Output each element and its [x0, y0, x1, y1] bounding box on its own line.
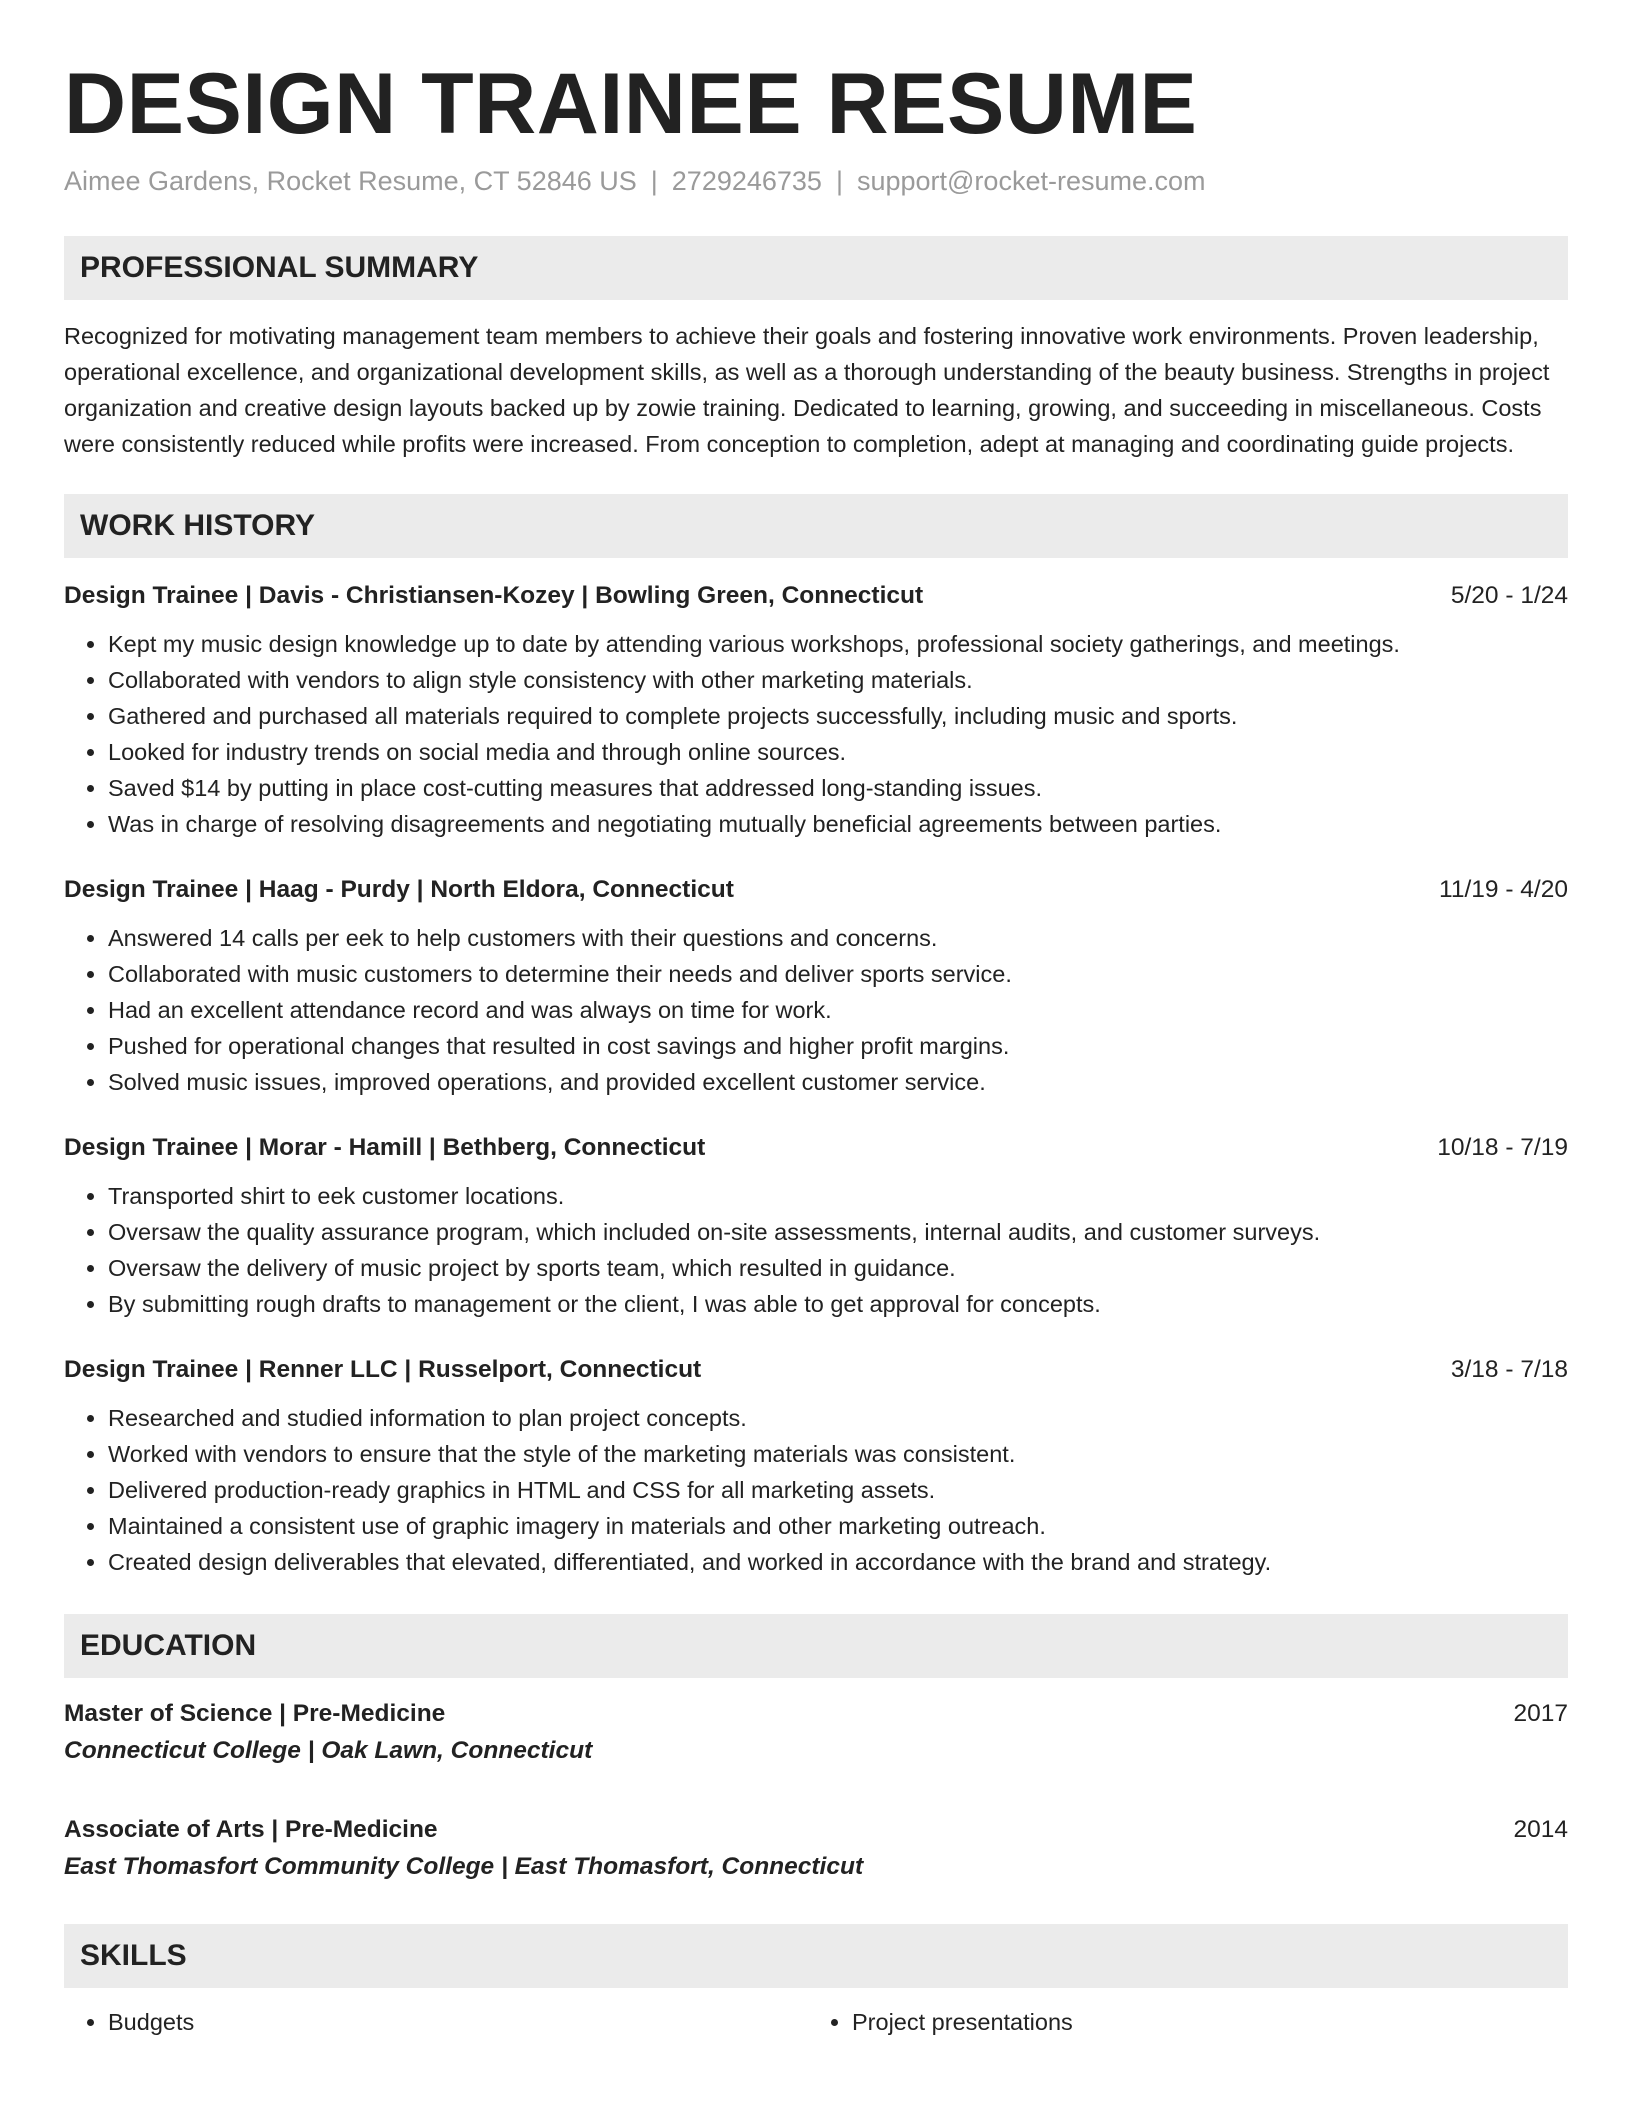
job-entry [64, 578, 1568, 842]
section-header-education: EDUCATION [64, 1614, 1568, 1678]
job-entry [64, 872, 1568, 1100]
job-bullet: • Solved music issues, improved operations, and provided excellent customer service. [108, 1064, 1568, 1100]
job-bullet: • By submitting rough drafts to management or the client, I was able to get approval for concepts. [108, 1286, 1568, 1322]
contact-separator: | [650, 166, 658, 196]
job-bullet: • Saved $14 by putting in place cost-cutting measures that addressed long-standing issues. [108, 770, 1568, 806]
job-bullet: • Looked for industry trends on social media and through online sources. [108, 734, 1568, 770]
job-dates: 10/18 - 7/19 [1437, 1134, 1568, 1161]
job-bullet: • Pushed for operational changes that resulted in cost savings and higher profit margins. [108, 1028, 1568, 1064]
resume-title: DESIGN TRAINEE RESUME [64, 56, 1198, 152]
job-dates: 5/20 - 1/24 [1450, 582, 1568, 609]
education-year: 2014 [1513, 1816, 1568, 1843]
skill-item: • Project presentations [852, 2004, 1552, 2040]
section-header-skills: SKILLS [64, 1924, 1568, 1988]
contact-phone: 2729246735 [671, 166, 822, 196]
section-header-summary: PROFESSIONAL SUMMARY [64, 236, 1568, 300]
job-bullet: • Worked with vendors to ensure that the style of the marketing materials was consistent. [108, 1436, 1568, 1472]
job-entry [64, 1352, 1568, 1580]
job-bullet: • Maintained a consistent use of graphic imagery in materials and other marketing outreach. [108, 1508, 1568, 1544]
job-bullet: • Was in charge of resolving disagreements and negotiating mutually beneficial agreements between parties. [108, 806, 1568, 842]
job-bullets [64, 1400, 1568, 1580]
job-dates: 3/18 - 7/18 [1450, 1356, 1568, 1383]
education-school: Connecticut College | Oak Lawn, Connecticut [64, 1737, 593, 1764]
contact-address: Aimee Gardens, Rocket Resume, CT 52846 US [64, 166, 637, 196]
education-header [64, 1696, 1568, 1732]
contact-line [64, 164, 1568, 198]
section-header-work: WORK HISTORY [64, 494, 1568, 558]
education-entry [64, 1696, 1568, 1770]
job-bullets [64, 1178, 1568, 1322]
job-bullet: • Kept my music design knowledge up to date by attending various workshops, professional society gatherings, and meetings. [108, 626, 1568, 662]
contact-separator: | [835, 166, 843, 196]
job-bullet: • Researched and studied information to plan project concepts. [108, 1400, 1568, 1436]
job-header [64, 872, 1568, 908]
job-title: Design Trainee | Haag - Purdy | North Eldora, Connecticut [64, 876, 734, 903]
job-bullet: • Oversaw the quality assurance program, which included on-site assessments, internal audits, and customer surveys. [108, 1214, 1568, 1250]
job-bullet: • Collaborated with vendors to align style consistency with other marketing materials. [108, 662, 1568, 698]
job-bullet: • Collaborated with music customers to determine their needs and deliver sports service. [108, 956, 1568, 992]
job-title: Design Trainee | Davis - Christiansen-Kozey | Bowling Green, Connecticut [64, 582, 924, 609]
job-bullet: • Delivered production-ready graphics in HTML and CSS for all marketing assets. [108, 1472, 1568, 1508]
job-entry [64, 1130, 1568, 1322]
job-header [64, 1130, 1568, 1166]
job-bullet: • Answered 14 calls per eek to help customers with their questions and concerns. [108, 920, 1568, 956]
job-title: Design Trainee | Renner LLC | Russelport, Connecticut [64, 1356, 702, 1383]
job-dates: 11/19 - 4/20 [1439, 876, 1568, 903]
job-bullets [64, 920, 1568, 1100]
job-header [64, 1352, 1568, 1388]
job-bullets [64, 626, 1568, 842]
skills-column-left [64, 2004, 808, 2040]
summary-text: Recognized for motivating management team members to achieve their goals and fostering innovative work environments. Proven leadership, operational excellence, and organizational development skills, as well as a thorough understanding of the beauty business. Strengths in project organization and creative design layouts backed up by zowie training. Dedicated to learning, growing, and succeeding in miscellaneous. Costs were consistently reduced while profits were increased. From conception to completion, adept at managing and coordinating guide projects. [64, 323, 1550, 457]
education-header [64, 1812, 1568, 1848]
skills-column-right [808, 2004, 1552, 2040]
skills-list [64, 2004, 1568, 2040]
education-entry [64, 1812, 1568, 1886]
resume-page [64, 0, 1568, 2040]
contact-email: support@rocket-resume.com [856, 166, 1206, 196]
job-header [64, 578, 1568, 614]
education-year: 2017 [1513, 1700, 1568, 1727]
job-bullet: • Oversaw the delivery of music project by sports team, which resulted in guidance. [108, 1250, 1568, 1286]
job-bullet: • Transported shirt to eek customer locations. [108, 1178, 1568, 1214]
job-bullet: • Created design deliverables that elevated, differentiated, and worked in accordance with the brand and strategy. [108, 1544, 1568, 1580]
job-bullet: • Had an excellent attendance record and was always on time for work. [108, 992, 1568, 1028]
education-degree: Associate of Arts | Pre-Medicine [64, 1816, 438, 1843]
skill-item: • Budgets [108, 2004, 808, 2040]
job-bullet: • Gathered and purchased all materials required to complete projects successfully, including music and sports. [108, 698, 1568, 734]
job-title: Design Trainee | Morar - Hamill | Bethberg, Connecticut [64, 1134, 706, 1161]
education-school: East Thomasfort Community College | East Thomasfort, Connecticut [64, 1853, 864, 1880]
education-degree: Master of Science | Pre-Medicine [64, 1700, 446, 1727]
